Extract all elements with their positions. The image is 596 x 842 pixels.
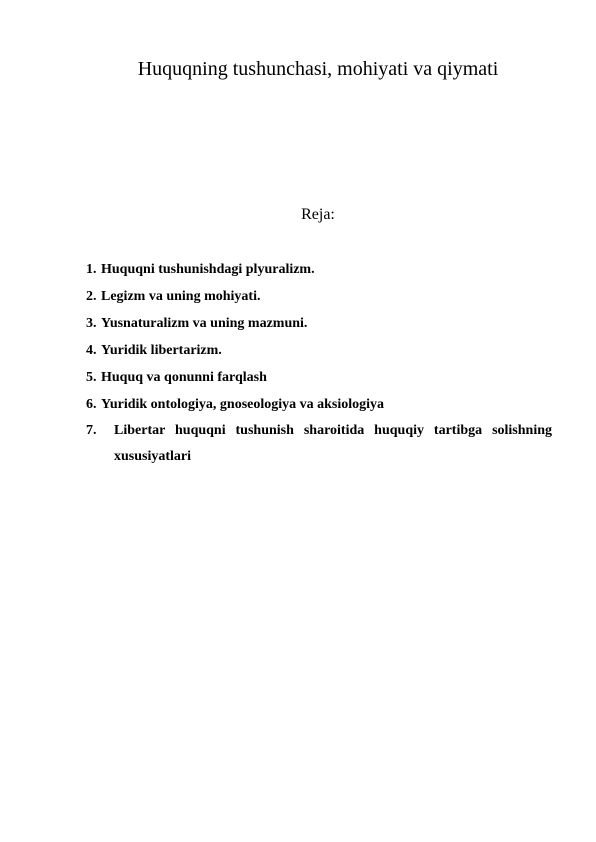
plan-item-number: 3. (86, 316, 97, 331)
plan-item (86, 418, 552, 470)
plan-item (86, 395, 552, 414)
plan-item (86, 260, 552, 279)
plan-list (86, 260, 552, 478)
plan-item-number: 5. (86, 370, 97, 385)
plan-item (86, 287, 552, 306)
plan-item (86, 314, 552, 333)
plan-heading: Reja: (301, 206, 335, 223)
plan-item (86, 368, 552, 387)
plan-item-text: Huquqni tushunishdagi plyuralizm. (101, 262, 315, 277)
document-title: Huquqning tushunchasi, mohiyati va qiymati (137, 58, 499, 80)
plan-item-text: Libertar huquqni tushunish sharoitida huquqiy tartibga solishning xususiyatlari (114, 423, 552, 464)
plan-item-text: Legizm va uning mohiyati. (101, 289, 261, 304)
plan-item-text: Yusnaturalizm va uning mazmuni. (101, 316, 308, 331)
plan-item (86, 341, 552, 360)
plan-item-number: 6. (86, 397, 97, 412)
plan-item-text: Yuridik libertarizm. (101, 343, 222, 358)
plan-item-number: 1. (86, 262, 97, 277)
plan-item-text: Huquq va qonunni farqlash (101, 370, 267, 385)
plan-item-number: 7. (86, 423, 97, 438)
plan-item-text: Yuridik ontologiya, gnoseologiya va aksiologiya (101, 397, 385, 412)
plan-item-number: 2. (86, 289, 97, 304)
plan-item-number: 4. (86, 343, 97, 358)
